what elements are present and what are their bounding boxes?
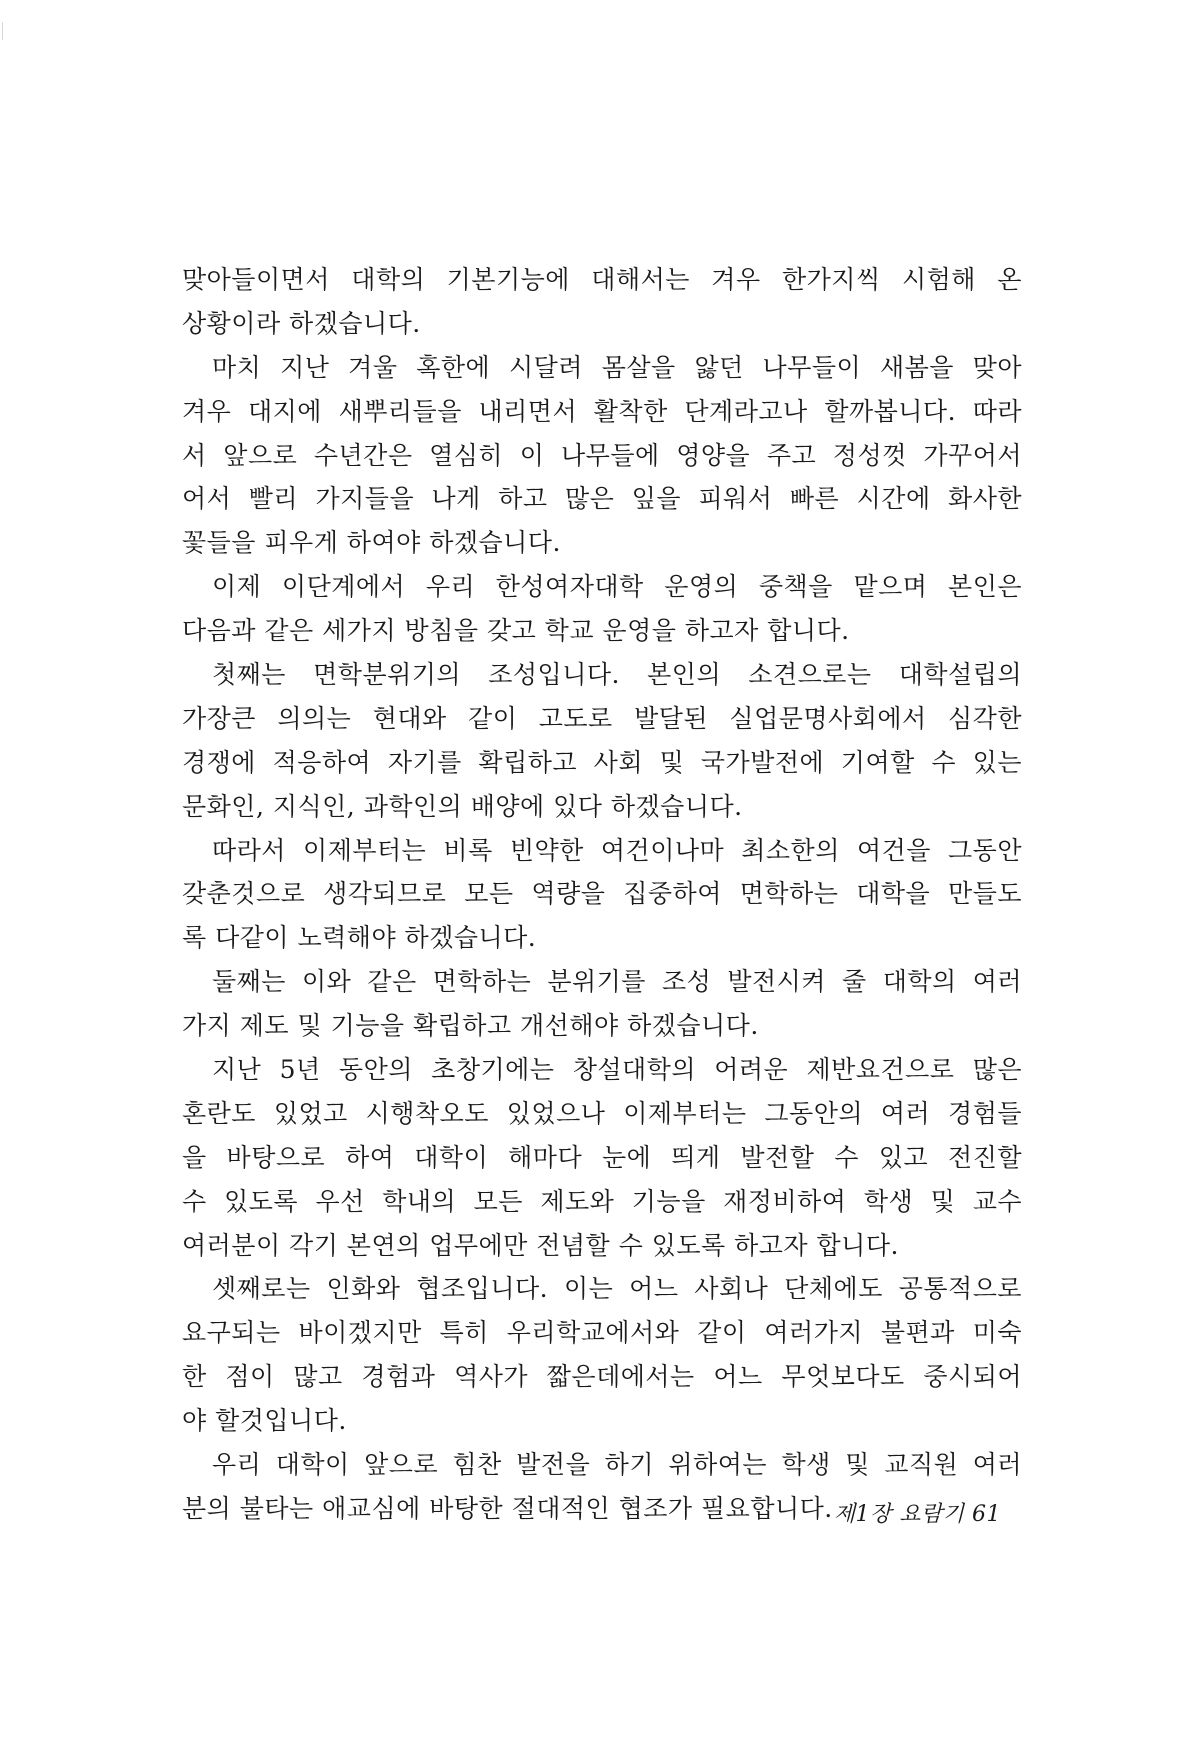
page-footer: 제1장 요람기 61 [833, 1502, 1001, 1527]
text-line: 록 다같이 노력해야 하겠습니다. [182, 923, 537, 953]
text-line: 을 바탕으로 하여 대학이 해마다 눈에 띄게 발전할 수 있고 전진할 [182, 1142, 1022, 1172]
body-text [182, 258, 1022, 1531]
text-line: 여러분이 각기 본연의 업무에만 전념할 수 있도록 하고자 합니다. [182, 1230, 899, 1260]
paragraph-start-line: 첫째는 면학분위기의 조성입니다. 본인의 소견으로는 대학설립의 [212, 660, 1022, 690]
text-line: 꽃들을 피우게 하여야 하겠습니다. [182, 528, 561, 558]
paragraph-start-line: 이제 이단계에서 우리 한성여자대학 운영의 중책을 맡으며 본인은 [212, 572, 1022, 602]
text-line: 가장큰 의의는 현대와 같이 고도로 발달된 실업문명사회에서 심각한 [182, 703, 1022, 733]
paragraph-start-line: 셋째로는 인화와 협조입니다. 이는 어느 사회나 단체에도 공통적으로 [212, 1274, 1022, 1304]
paragraph-start-line: 마치 지난 겨울 혹한에 시달려 몸살을 앓던 나무들이 새봄을 맞아 [212, 352, 1022, 382]
paragraph-start-line: 따라서 이제부터는 비록 빈약한 여건이나마 최소한의 여건을 그동안 [212, 835, 1022, 865]
text-line: 혼란도 있었고 시행착오도 있었으나 이제부터는 그동안의 여러 경험들 [182, 1098, 1022, 1128]
paragraph-start-line: 지난 5년 동안의 초창기에는 창설대학의 어려운 제반요건으로 많은 [212, 1055, 1022, 1085]
text-line: 맞아들이면서 대학의 기본기능에 대해서는 겨우 한가지씩 시험해 온 [182, 265, 1022, 294]
text-line: 경쟁에 적응하여 자기를 확립하고 사회 및 국가발전에 기여할 수 있는 [182, 747, 1022, 777]
text-line: 가지 제도 및 기능을 확립하고 개선해야 하겠습니다. [182, 1011, 759, 1041]
text-line: 어서 빨리 가지들을 나게 하고 많은 잎을 피워서 빠른 시간에 화사한 [182, 484, 1022, 514]
text-line: 수 있도록 우선 학내의 모든 제도와 기능을 재정비하여 학생 및 교수 [182, 1186, 1022, 1216]
text-line: 야 할것입니다. [182, 1406, 347, 1436]
paragraph-start-line: 둘째는 이와 같은 면학하는 분위기를 조성 발전시켜 줄 대학의 여러 [212, 967, 1022, 997]
text-line: 서 앞으로 수년간은 열심히 이 나무들에 영양을 주고 정성껏 가꾸어서 [182, 440, 1022, 470]
text-line: 분의 불타는 애교심에 바탕한 절대적인 협조가 필요합니다. [182, 1493, 833, 1523]
text-line: 문화인, 지식인, 과학인의 배양에 있다 하겠습니다. [182, 791, 743, 821]
text-line: 다음과 같은 세가지 방침을 갖고 학교 운영을 하고자 합니다. [182, 616, 850, 646]
scan-edge-mark [2, 22, 7, 40]
text-line: 겨우 대지에 새뿌리들을 내리면서 활착한 단계라고나 할까봅니다. 따라 [182, 396, 1022, 426]
paragraph-start-line: 우리 대학이 앞으로 힘찬 발전을 하기 위하여는 학생 및 교직원 여러 [212, 1450, 1022, 1480]
text-line: 요구되는 바이겠지만 특히 우리학교에서와 같이 여러가지 불편과 미숙 [182, 1318, 1022, 1348]
text-line: 상황이라 하겠습니다. [182, 308, 421, 338]
text-line: 갖춘것으로 생각되므로 모든 역량을 집중하여 면학하는 대학을 만들도 [182, 879, 1022, 909]
text-line: 한 점이 많고 경험과 역사가 짧은데에서는 어느 무엇보다도 중시되어 [182, 1362, 1022, 1392]
